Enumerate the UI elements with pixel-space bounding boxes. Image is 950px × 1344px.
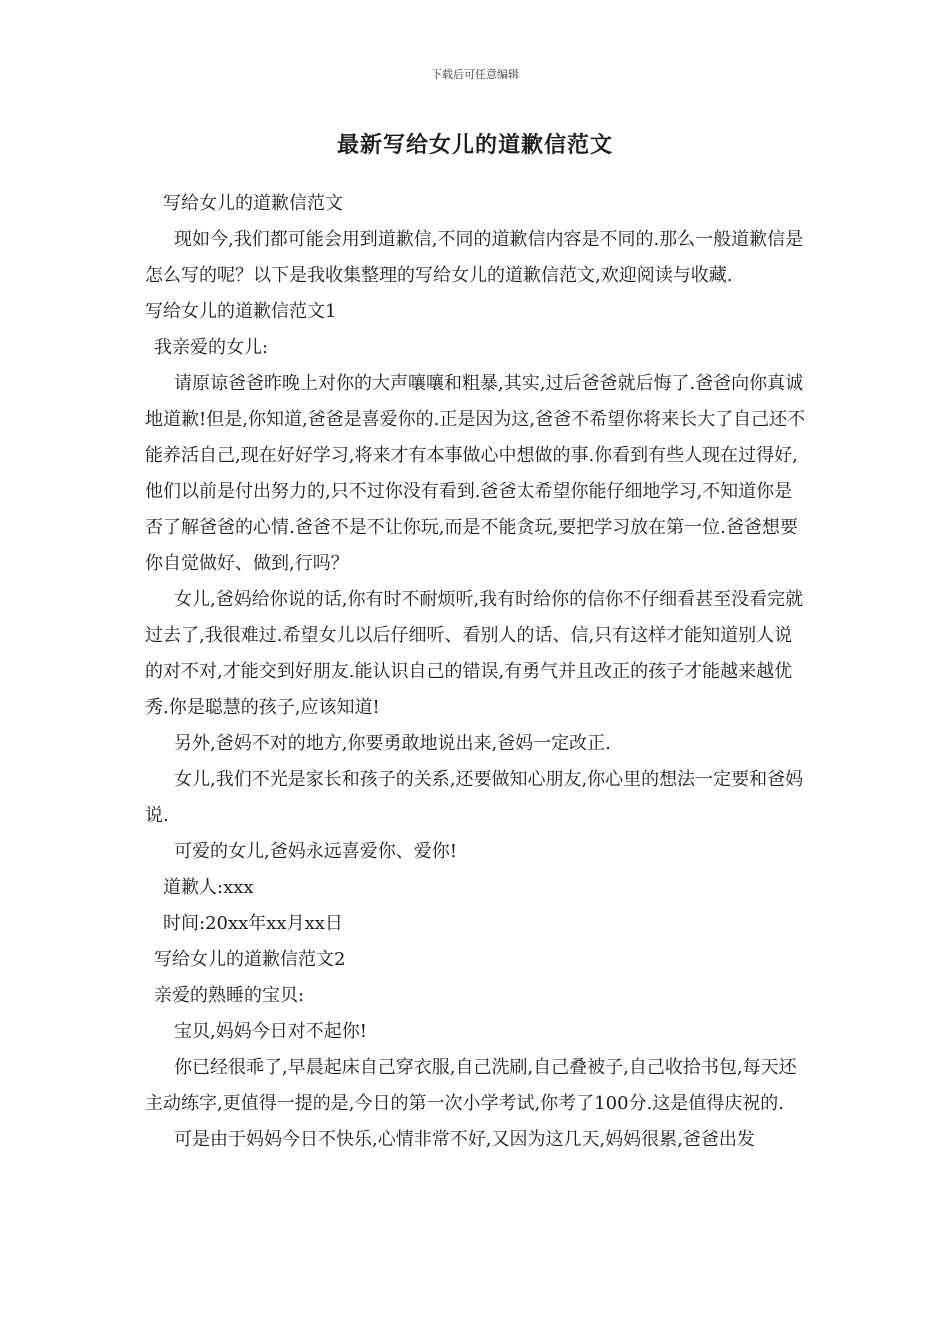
paragraph: 可是由于妈妈今日不快乐,心情非常不好,又因为这几天,妈妈很累,爸爸出发	[174, 1129, 755, 1150]
paragraph: 可爱的女儿,爸妈永远喜爱你、爱你!	[174, 841, 457, 862]
paragraph: 女儿,爸妈给你说的话,你有时不耐烦听,我有时给你的信你不仔细看甚至没看完就过去了,我很难过.希望女儿以后仔细听、看别人的话、信,只有这样才能知道别人说的对不对,才能交到好朋友.能认识自己的错误,有勇气并且改正的孩子才能越来越优秀.你是聪慧的孩子,应该知道!	[145, 589, 804, 718]
paragraph: 我亲爱的女儿:	[154, 337, 269, 358]
paragraph: 道歉人:xxx	[163, 877, 254, 898]
paragraph: 写给女儿的道歉信范文	[163, 193, 343, 214]
document-title: 最新写给女儿的道歉信范文	[336, 132, 613, 158]
page-header-note: 下载后可任意编辑	[431, 68, 519, 81]
paragraph: 宝贝,妈妈今日对不起你!	[174, 1021, 367, 1042]
document-body	[145, 186, 809, 1158]
paragraph: 女儿,我们不光是家长和孩子的关系,还要做知心朋友,你心里的想法一定要和爸妈说.	[145, 769, 804, 826]
paragraph: 亲爱的熟睡的宝贝:	[154, 985, 305, 1006]
paragraph: 请原谅爸爸昨晚上对你的大声嚷嚷和粗暴,其实,过后爸爸就后悔了.爸爸向你真诚地道歉!但是,你知道,爸爸是喜爱你的.正是因为这,爸爸不希望你将来长大了自己还不能养活自己,现在好好学习,将来才有本事做心中想做的事.你看到有些人现在过得好,他们以前是付出努力的,只不过你没有看到.爸爸太希望你能仔细地学习,不知道你是否了解爸爸的心情.爸爸不是不让你玩,而是不能贪玩,要把学习放在第一位.爸爸想要你自觉做好、做到,行吗？	[145, 373, 806, 574]
paragraph: 写给女儿的道歉信范文1	[145, 301, 337, 322]
paragraph: 时间:20xx年xx月xx日	[163, 913, 343, 934]
paragraph: 写给女儿的道歉信范文2	[154, 949, 346, 970]
paragraph: 另外,爸妈不对的地方,你要勇敢地说出来,爸妈一定改正.	[174, 733, 611, 754]
paragraph: 现如今,我们都可能会用到道歉信,不同的道歉信内容是不同的.那么一般道歉信是怎么写的呢？以下是我收集整理的写给女儿的道歉信范文,欢迎阅读与收藏.	[145, 229, 804, 286]
paragraph: 你已经很乖了,早晨起床自己穿衣服,自己洗刷,自己叠被子,自己收拾书包,每天还主动练字,更值得一提的是,今日的第一次小学考试,你考了100分.这是值得庆祝的.	[145, 1057, 797, 1114]
